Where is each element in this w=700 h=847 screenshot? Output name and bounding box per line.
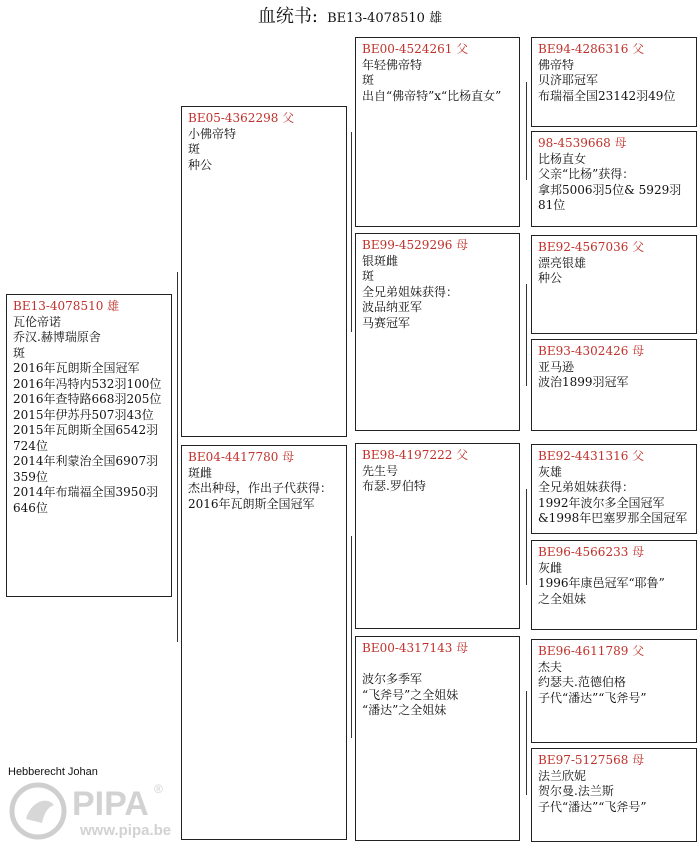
pedigree-text-line: 乔汉.赫博瑞原舍 xyxy=(13,330,101,344)
pedigree-text-line: 布瑟.罗伯特 xyxy=(362,479,426,493)
pedigree-text-line: 2015年瓦朗斯全国6542羽724位 xyxy=(13,423,159,453)
pedigree-text-line: 银斑雌 xyxy=(362,253,399,268)
pedigree-text-line: 斑 xyxy=(362,73,375,87)
pedigree-text-line: 小佛帝特 xyxy=(188,126,237,141)
ring-number: BE94-4286316 父 xyxy=(538,42,645,56)
pedigree-text-line: 马赛冠军 xyxy=(362,315,411,330)
pedigree-text-line: 佛帝特 xyxy=(538,57,575,72)
pedigree-text-line: 全兄弟姐妹获得： xyxy=(538,480,635,494)
pedigree-text-line: 贝济耶冠军 xyxy=(538,73,599,87)
pedigree-text-line: 全兄弟姐妹获得： xyxy=(362,284,459,299)
pedigree-text-line: 1996年康邑冠军“耶鲁” xyxy=(538,576,665,590)
pedigree-text-line: “潘达”之全姐妹 xyxy=(362,703,447,717)
pedigree-text-line: 2016年瓦朗斯全国冠军 xyxy=(188,496,315,511)
connector-sd-children xyxy=(526,284,527,386)
pedigree-box-sire-dam xyxy=(355,233,520,431)
ring-number: 98-4539668 母 xyxy=(538,136,627,150)
pedigree-text-line: 子代“潘达”“飞斧号” xyxy=(538,690,647,705)
pedigree-text-line: 2015年伊苏丹507羽43位 xyxy=(13,407,154,422)
pedigree-text-line: 约瑟夫.范德伯格 xyxy=(538,675,626,689)
pedigree-box-sdd xyxy=(531,339,697,431)
pedigree-box-sire xyxy=(181,106,347,437)
pedigree-text-line: &1998年巴塞罗那全国冠军 xyxy=(538,511,688,525)
pedigree-text-line: 种公 xyxy=(538,271,563,285)
pedigree-text-line: 拿邦5006羽5位& 5929羽81位 xyxy=(538,182,682,212)
ring-number: BE92-4431316 父 xyxy=(538,449,645,463)
connector-gen1 xyxy=(177,272,178,642)
pedigree-text-line: 波品纳亚军 xyxy=(362,300,423,314)
pedigree-text-line: 2016年查特路668羽205位 xyxy=(13,392,162,406)
pedigree-text-line: 比杨直女 xyxy=(538,151,587,166)
pedigree-box-sds xyxy=(531,235,697,334)
pipa-website: www.pipa.be xyxy=(80,822,172,839)
pedigree-text-line: 贺尔曼.法兰斯 xyxy=(538,784,614,798)
page-title xyxy=(0,2,700,28)
pedigree-text-line: 先生号 xyxy=(362,463,399,478)
pedigree-box-dsd xyxy=(531,540,697,630)
pedigree-box-subject xyxy=(6,294,172,597)
pedigree-text-line: 杰夫 xyxy=(538,659,563,674)
ring-number: BE96-4566233 母 xyxy=(538,545,645,559)
connector-sire-children xyxy=(351,132,352,332)
pedigree-text-line: 灰雌 xyxy=(538,560,563,575)
ring-number: BE99-4529296 母 xyxy=(362,238,469,252)
pedigree-text-line: “飞斧号”之全姐妹 xyxy=(362,687,459,702)
pedigree-box-ssd xyxy=(531,131,697,227)
pipa-logo-text: PIPA xyxy=(72,785,149,823)
ring-number: BE96-4611789 父 xyxy=(538,644,645,658)
pedigree-text-line: 斑 xyxy=(188,142,201,156)
ring-number: BE00-4317143 母 xyxy=(362,641,469,655)
pedigree-box-dss xyxy=(531,444,697,534)
connector-dam-children xyxy=(351,536,352,738)
connector-dd-children xyxy=(526,691,527,795)
pedigree-text-line: 亚马逊 xyxy=(538,359,575,374)
pedigree-text-line: 父亲“比杨”获得： xyxy=(538,167,635,181)
pipa-logo xyxy=(6,775,206,845)
ring-number: BE93-4302426 母 xyxy=(538,344,645,358)
pedigree-text-line: 斑 xyxy=(13,345,26,360)
pedigree-text-line: 漂亮银雄 xyxy=(538,255,587,270)
pedigree-text-line: 布瑞福全国23142羽49位 xyxy=(538,88,676,103)
ring-number: BE04-4417780 母 xyxy=(188,450,295,464)
pedigree-text-line: 年轻佛帝特 xyxy=(362,57,423,72)
pedigree-text-line: 2014年利蒙治全国6907羽359位 xyxy=(13,454,159,484)
pedigree-box-ddd xyxy=(531,748,697,842)
ring-number: BE98-4197222 父 xyxy=(362,448,469,462)
pedigree-text-line: 1992年波尔多全国冠军 xyxy=(538,495,665,510)
pipa-logo-reg: ® xyxy=(154,782,163,796)
pedigree-box-dds xyxy=(531,639,697,743)
pedigree-box-sss xyxy=(531,37,697,127)
pedigree-text-line: 之全姐妹 xyxy=(538,591,587,606)
pedigree-text-line: 2014年布瑞福全国3950羽646位 xyxy=(13,485,159,515)
pedigree-text-line: 种公 xyxy=(188,157,213,172)
pedigree-text-line: 斑雌 xyxy=(188,465,213,480)
pedigree-text-line xyxy=(362,657,513,673)
pedigree-text-line: 波治1899羽冠军 xyxy=(538,375,629,389)
pedigree-text-line: 瓦伦帝诺 xyxy=(13,314,62,329)
ring-number: BE92-4567036 父 xyxy=(538,240,645,254)
pedigree-text-line: 2016年瓦朗斯全国冠军 xyxy=(13,361,140,375)
pedigree-box-sire-sire xyxy=(355,37,520,227)
pedigree-box-dam-sire xyxy=(355,443,520,629)
pedigree-text-line: 杰出种母，作出子代获得： xyxy=(188,481,333,495)
pedigree-text-line: 法兰欣妮 xyxy=(538,768,587,783)
owner-name: Hebberecht Johan xyxy=(8,766,98,778)
connector-ds-children xyxy=(526,489,527,585)
pedigree-text-line: 出自“佛帝特”x“比杨直女” xyxy=(362,88,502,103)
ring-number: BE05-4362298 父 xyxy=(188,111,295,125)
pedigree-text-line: 斑 xyxy=(362,269,375,283)
pedigree-text-line: 波尔多季军 xyxy=(362,672,423,686)
pedigree-text-line: 子代“潘达”“飞斧号” xyxy=(538,799,647,814)
ring-number: BE13-4078510 雄 xyxy=(13,299,120,313)
ring-number: BE00-4524261 父 xyxy=(362,42,469,56)
connector-ss-children xyxy=(526,82,527,180)
title-label: 血统书: xyxy=(257,6,318,27)
ring-number: BE97-5127568 母 xyxy=(538,753,645,767)
pedigree-text-line: 灰雄 xyxy=(538,464,563,479)
pedigree-text-line: 2016年冯特内532羽100位 xyxy=(13,376,162,391)
pedigree-box-dam-dam xyxy=(355,636,520,841)
title-ring-number: BE13-4078510 雄 xyxy=(327,11,443,26)
